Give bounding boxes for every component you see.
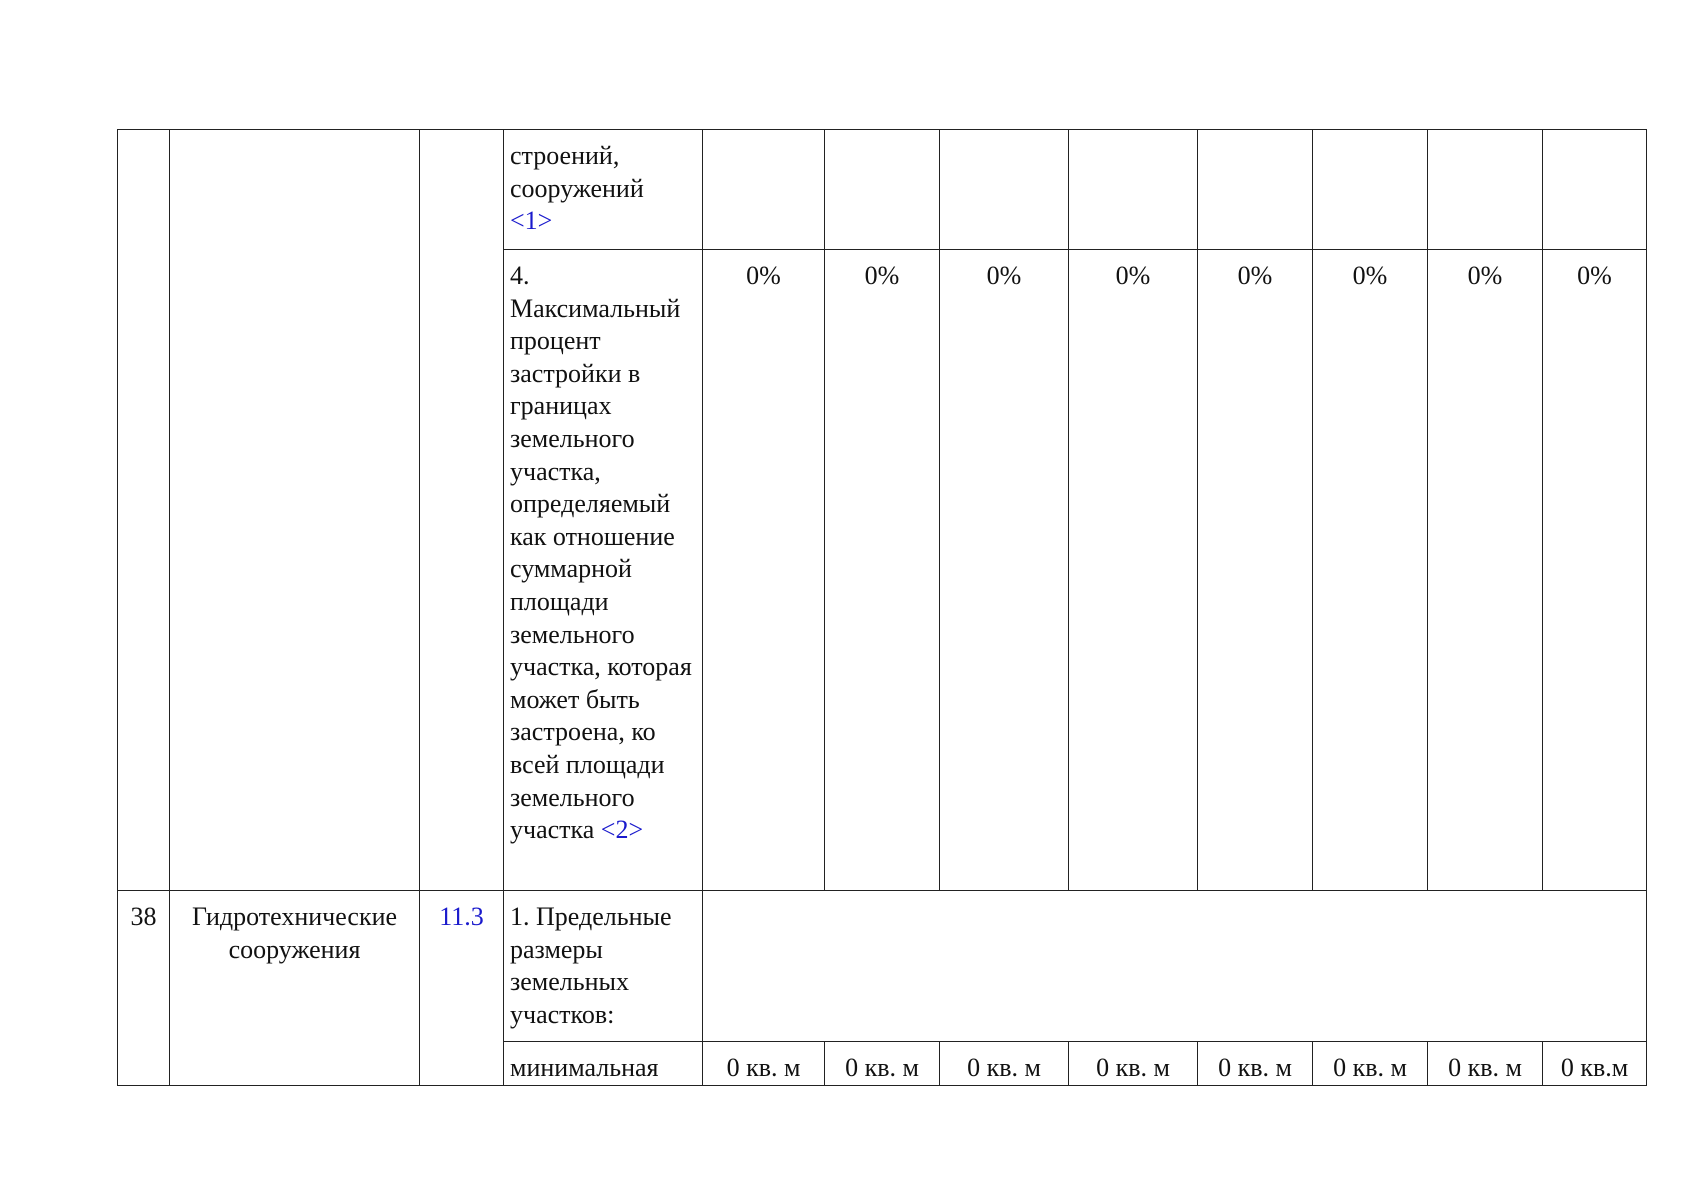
value-cell: 0% xyxy=(1198,250,1313,891)
value-cell: 0% xyxy=(1313,250,1428,891)
param-cell xyxy=(504,250,703,891)
table-row xyxy=(118,130,1647,250)
value-cell: 0 кв. м xyxy=(940,1042,1069,1086)
value-cell: 0% xyxy=(703,250,825,891)
param-text: 4. Максимальный процент застройки в границах земельного участка, определяемый как отношение суммарной площади земельного участка, которая может быть застроена, ко всей площади земельного участка xyxy=(510,261,692,845)
value-cell xyxy=(1543,130,1647,250)
row-number-cell xyxy=(118,130,170,891)
value-cell: 0% xyxy=(1543,250,1647,891)
row-code-cell xyxy=(420,130,504,891)
value-cell xyxy=(825,130,940,250)
param-cell: 1. Предельные размеры земельных участков: xyxy=(504,891,703,1042)
value-cell: 0 кв.м xyxy=(1543,1042,1647,1086)
row-code-cell xyxy=(420,891,504,1086)
value-cell: 0 кв. м xyxy=(1198,1042,1313,1086)
value-cell: 0 кв. м xyxy=(825,1042,940,1086)
value-cell: 0% xyxy=(940,250,1069,891)
value-cell: 0 кв. м xyxy=(703,1042,825,1086)
value-cell: 0% xyxy=(1069,250,1198,891)
value-cell xyxy=(1313,130,1428,250)
value-cell xyxy=(1428,130,1543,250)
row-number-cell: 38 xyxy=(118,891,170,1086)
row-name-cell xyxy=(170,130,420,891)
value-cell xyxy=(1198,130,1313,250)
value-cell: 0 кв. м xyxy=(1313,1042,1428,1086)
merged-value-cell xyxy=(703,891,1647,1042)
value-cell: 0% xyxy=(825,250,940,891)
footnote-link-2[interactable]: <2> xyxy=(600,815,644,845)
table-row xyxy=(118,891,1647,1042)
code-link[interactable]: 11.3 xyxy=(439,902,484,931)
value-cell: 0 кв. м xyxy=(1428,1042,1543,1086)
footnote-link-1[interactable]: <1> xyxy=(510,206,553,236)
param-cell xyxy=(504,130,703,250)
param-text: строений, сооружений xyxy=(510,141,644,203)
row-name-cell: Гидротехнические сооружения xyxy=(170,891,420,1086)
regulations-table xyxy=(117,129,1647,1086)
value-cell: 0 кв. м xyxy=(1069,1042,1198,1086)
param-cell: минимальная xyxy=(504,1042,703,1086)
value-cell xyxy=(940,130,1069,250)
value-cell xyxy=(1069,130,1198,250)
value-cell xyxy=(703,130,825,250)
value-cell: 0% xyxy=(1428,250,1543,891)
